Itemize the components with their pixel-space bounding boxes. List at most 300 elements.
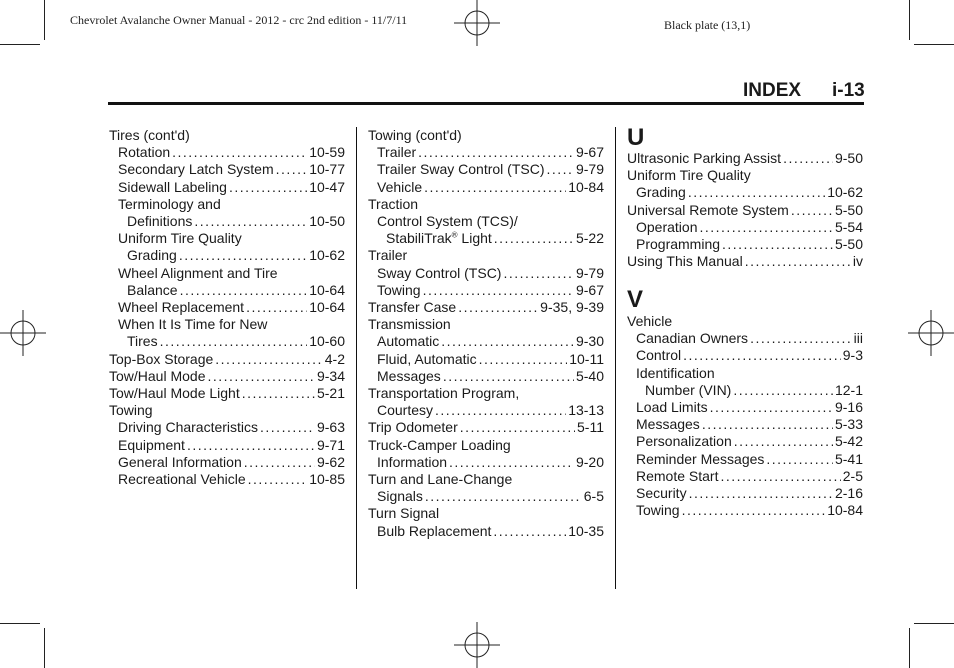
index-entry	[109, 471, 345, 488]
registered-mark: ®	[451, 230, 458, 240]
entry-text	[118, 437, 185, 454]
leader-dots	[720, 468, 840, 485]
page-reference-link[interactable]: 9-35, 9-39	[540, 299, 604, 315]
index-entry	[109, 351, 345, 368]
index-entry	[627, 416, 863, 433]
index-entry	[368, 488, 604, 505]
index-entry	[109, 144, 345, 161]
registration-mark-icon	[454, 622, 500, 668]
entry-text	[636, 502, 680, 519]
index-entry	[368, 505, 604, 522]
page-reference-link[interactable]: 5-41	[834, 450, 863, 467]
entry-term: Information	[377, 453, 448, 470]
index-entry	[627, 150, 863, 167]
leader-dots	[689, 485, 833, 502]
crop-mark	[44, 628, 45, 668]
leader-dots	[791, 202, 833, 219]
leader-dots	[722, 236, 833, 253]
entry-term: Recreational Vehicle	[118, 471, 246, 487]
index-entry	[368, 265, 604, 282]
entry-text	[627, 202, 789, 219]
entry-text	[368, 247, 407, 264]
leader-dots	[449, 454, 574, 471]
leader-dots	[424, 179, 566, 196]
index-entry	[109, 282, 345, 299]
leader-dots	[682, 502, 826, 519]
entry-text	[109, 351, 213, 368]
entry-term: When It Is Time for New	[118, 316, 268, 333]
index-entry	[368, 299, 604, 316]
index-entry	[109, 437, 345, 454]
entry-term: Wheel Replacement	[118, 299, 245, 315]
entry-term: Rotation	[118, 144, 171, 161]
index-entry	[627, 382, 863, 399]
page-reference-link[interactable]: 9-50	[834, 150, 863, 166]
registration-mark-icon	[454, 0, 500, 46]
entry-text	[627, 150, 781, 167]
page-reference-link[interactable]: 9-71	[316, 436, 345, 453]
entry-term: Identification	[636, 364, 715, 381]
entry-term: Trailer	[377, 144, 417, 161]
entry-term: Driving Characteristics	[118, 419, 259, 436]
entry-term: Wheel Alignment and Tire	[118, 264, 278, 281]
entry-term: Towing	[636, 502, 680, 519]
page-reference-link[interactable]: iv	[852, 253, 863, 270]
entry-term: Secondary Latch System	[118, 161, 274, 178]
entry-text	[377, 402, 433, 419]
page-reference-link[interactable]: 9-67	[575, 281, 604, 298]
index-entry	[627, 236, 863, 253]
page-reference-link[interactable]: 10-50	[309, 213, 345, 229]
page-reference-link[interactable]: 10-47	[309, 178, 345, 195]
entry-text	[377, 351, 477, 368]
entry-text	[377, 179, 422, 196]
entry-term: Equipment	[118, 436, 185, 453]
leader-dots	[423, 282, 574, 299]
entry-text	[127, 213, 192, 230]
page-reference-link[interactable]: 5-40	[575, 367, 604, 384]
leader-dots	[503, 265, 574, 282]
entry-text	[109, 127, 190, 144]
index-entry	[368, 230, 604, 247]
entry-text	[127, 282, 178, 299]
index-entry	[368, 316, 604, 333]
index-entry	[109, 299, 345, 316]
entry-term: Using This Manual	[627, 253, 743, 270]
page-reference-link[interactable]: 9-79	[575, 161, 604, 178]
entry-term: Sidewall Labeling	[118, 178, 227, 195]
page-reference-link[interactable]: 5-33	[834, 416, 863, 433]
entry-term: Terminology and	[118, 195, 221, 212]
leader-dots	[215, 351, 322, 368]
entry-text	[109, 368, 206, 385]
index-entry	[109, 454, 345, 471]
entry-text	[118, 316, 267, 333]
leader-dots	[418, 144, 574, 161]
entry-text	[118, 265, 278, 282]
entry-text	[386, 230, 492, 247]
page-reference-link[interactable]: 10-11	[569, 350, 604, 367]
leader-dots	[194, 213, 307, 230]
entry-text	[368, 316, 451, 333]
entry-term: Truck-Camper Loading	[368, 436, 511, 453]
entry-term: Operation	[636, 218, 698, 235]
entry-text	[368, 196, 418, 213]
index-entry	[109, 419, 345, 436]
leader-dots	[702, 416, 833, 433]
entry-term: Remote Start	[636, 467, 719, 484]
entry-term: Vehicle	[627, 313, 673, 329]
entry-text	[368, 299, 456, 316]
entry-text	[636, 219, 697, 236]
leader-dots	[547, 161, 574, 178]
letter-heading-u: U	[627, 124, 645, 151]
index-entry	[109, 127, 345, 144]
index-entry	[109, 333, 345, 350]
index-entry	[627, 365, 863, 382]
entry-text	[368, 437, 511, 454]
index-entry	[627, 202, 863, 219]
leader-dots	[443, 368, 574, 385]
index-entry	[627, 347, 863, 364]
index-entry	[109, 196, 345, 213]
index-entry	[368, 437, 604, 454]
entry-text	[368, 471, 512, 488]
leader-dots	[425, 488, 582, 505]
index-entry	[109, 368, 345, 385]
page-reference-link[interactable]: 10-77	[309, 161, 345, 178]
entry-term: Automatic	[377, 333, 440, 350]
entry-text	[636, 485, 687, 502]
entry-text	[118, 144, 170, 161]
entry-term: Bulb Replacement	[377, 522, 492, 539]
index-entry	[368, 179, 604, 196]
entry-term: Fluid, Automatic	[377, 350, 477, 367]
leader-dots	[745, 253, 851, 270]
index-entry	[368, 282, 604, 299]
entry-text	[645, 382, 731, 399]
entry-term: Traction	[368, 195, 419, 212]
entry-term: Signals	[377, 488, 423, 505]
entry-text	[377, 265, 501, 282]
index-entry	[627, 167, 863, 184]
plate-label: Black plate (13,1)	[664, 18, 751, 32]
entry-text	[377, 213, 518, 230]
entry-term: Vehicle	[377, 178, 423, 195]
entry-text	[627, 167, 751, 184]
leader-dots	[688, 184, 825, 201]
crop-mark	[909, 0, 910, 40]
entry-text	[636, 365, 715, 382]
entry-term: Tow/Haul Mode	[109, 367, 206, 384]
page-reference-link[interactable]: 5-50	[834, 201, 863, 218]
leader-dots	[460, 419, 575, 436]
entry-term: Uniform Tire Quality	[118, 230, 242, 247]
leader-dots	[260, 419, 315, 436]
page-number: i-13	[832, 80, 865, 101]
page-reference-link[interactable]: 5-50	[834, 236, 863, 252]
entry-term: Number (VIN)	[645, 381, 732, 398]
crop-mark	[909, 628, 910, 668]
index-entry	[368, 213, 604, 230]
entry-text	[636, 399, 708, 416]
entry-text	[118, 471, 246, 488]
page-reference-link[interactable]: 9-62	[316, 453, 345, 470]
entry-term: Towing	[377, 281, 421, 298]
index-entry	[109, 402, 345, 419]
entry-text	[118, 161, 274, 178]
index-entry	[627, 433, 863, 450]
index-entry	[368, 351, 604, 368]
entry-text	[636, 433, 732, 450]
crop-mark	[914, 44, 954, 45]
page-reference-link[interactable]: 10-64	[309, 299, 345, 315]
column-divider	[615, 127, 616, 589]
entry-term: Sway Control (TSC)	[377, 264, 502, 281]
index-entry	[368, 161, 604, 178]
entry-term: Trailer Sway Control (TSC)	[377, 161, 545, 178]
entry-text	[368, 385, 519, 402]
entry-term: Universal Remote System	[627, 201, 789, 218]
page-reference-link[interactable]: 9-67	[575, 144, 604, 161]
entry-term: Programming	[636, 236, 721, 252]
page-reference-link[interactable]: 10-62	[827, 184, 863, 201]
entry-text	[636, 184, 686, 201]
page-reference-link[interactable]: 9-16	[834, 399, 863, 415]
header-rule	[108, 102, 864, 105]
page-reference-link[interactable]: 2-5	[842, 467, 863, 484]
entry-text	[118, 454, 242, 471]
page-reference-link[interactable]: 9-63	[316, 419, 345, 436]
entry-term: Messages	[636, 416, 700, 433]
entry-text	[636, 468, 718, 485]
entry-text	[109, 402, 153, 419]
index-entry	[627, 313, 863, 330]
entry-term: Top-Box Storage	[109, 350, 214, 367]
page-reference-link[interactable]: 5-54	[834, 218, 863, 235]
leader-dots	[710, 399, 833, 416]
leader-dots	[246, 299, 307, 316]
entry-text	[368, 505, 439, 522]
entry-text	[377, 488, 423, 505]
leader-dots	[734, 433, 833, 450]
index-entry	[627, 451, 863, 468]
entry-term-suffix: Light	[457, 230, 492, 247]
entry-text	[636, 236, 720, 253]
page-reference-link[interactable]: 5-21	[316, 385, 345, 401]
leader-dots	[435, 402, 566, 419]
entry-text	[118, 230, 242, 247]
page-reference-link[interactable]: 10-84	[827, 502, 863, 519]
index-entry	[368, 333, 604, 350]
entry-text	[636, 347, 681, 364]
page-reference-link[interactable]: 9-34	[316, 367, 345, 384]
leader-dots	[683, 347, 841, 364]
entry-text	[377, 161, 545, 178]
entry-text	[109, 385, 240, 402]
entry-term: Trailer	[368, 247, 408, 264]
entry-term: Control	[636, 347, 682, 364]
index-entry	[368, 247, 604, 264]
entry-text	[368, 127, 462, 144]
entry-term: Definitions	[127, 213, 193, 229]
page-reference-link[interactable]: 6-5	[583, 488, 604, 505]
index-entry	[368, 144, 604, 161]
section-title: INDEX	[743, 80, 802, 101]
index-entry	[368, 385, 604, 402]
page-reference-link[interactable]: 9-3	[842, 347, 863, 364]
index-entry	[627, 253, 863, 270]
entry-term: Tow/Haul Mode Light	[109, 385, 240, 401]
leader-dots	[733, 382, 833, 399]
entry-text	[377, 282, 421, 299]
page-reference-link[interactable]: 10-35	[568, 522, 604, 539]
leader-dots	[441, 333, 574, 350]
entry-term: Transfer Case	[368, 299, 457, 315]
page-reference-link[interactable]: 5-42	[834, 433, 863, 450]
index-entry	[368, 471, 604, 488]
page-reference-link[interactable]: 10-60	[309, 333, 345, 350]
entry-term: Balance	[127, 281, 178, 298]
entry-term: Control System (TCS)/	[377, 213, 518, 229]
entry-text	[627, 253, 743, 270]
page-reference-link[interactable]: 5-22	[575, 230, 604, 247]
page-reference-link[interactable]: 2-16	[834, 485, 863, 501]
entry-text	[118, 299, 244, 316]
entry-text	[127, 247, 177, 264]
entry-term: Transmission	[368, 316, 451, 333]
index-entry	[368, 196, 604, 213]
entry-term: Turn Signal	[368, 505, 440, 522]
entry-text	[118, 419, 258, 436]
entry-term: Trip Odometer	[368, 419, 458, 436]
page-reference-link[interactable]: 10-59	[309, 144, 345, 161]
index-entry	[109, 265, 345, 282]
entry-term: Personalization	[636, 433, 732, 450]
leader-dots	[208, 368, 315, 385]
index-entry	[109, 213, 345, 230]
entry-text	[627, 313, 672, 330]
index-entry	[627, 330, 863, 347]
leader-dots	[479, 351, 568, 368]
page-reference-link[interactable]: 5-11	[577, 419, 604, 436]
registration-mark-icon	[0, 310, 46, 356]
page-reference-link[interactable]: 12-1	[834, 381, 863, 398]
crop-mark	[44, 0, 45, 40]
page-reference-link[interactable]: 9-79	[575, 264, 604, 281]
index-entry	[368, 454, 604, 471]
page-reference-link[interactable]: 9-20	[575, 453, 604, 470]
leader-dots	[179, 247, 307, 264]
entry-term: Reminder Messages	[636, 450, 765, 467]
leader-dots	[187, 437, 315, 454]
index-entry	[109, 179, 345, 196]
entry-text	[377, 144, 416, 161]
entry-text	[118, 179, 227, 196]
entry-text	[118, 196, 221, 213]
entry-term: Canadian Owners	[636, 330, 749, 347]
page-reference-link[interactable]: 13-13	[568, 402, 604, 419]
leader-dots	[783, 150, 833, 167]
index-entry	[368, 419, 604, 436]
leader-dots	[750, 330, 852, 347]
entry-term: Courtesy	[377, 402, 434, 419]
leader-dots	[180, 282, 308, 299]
leader-dots	[494, 230, 574, 247]
page-reference-link[interactable]: 10-84	[568, 178, 604, 195]
entry-text	[377, 368, 441, 385]
leader-dots	[229, 179, 307, 196]
index-entry	[109, 316, 345, 333]
entry-term: General Information	[118, 453, 242, 470]
index-entry	[368, 402, 604, 419]
index-entry	[627, 399, 863, 416]
page-reference-link[interactable]: 10-85	[309, 471, 345, 487]
index-entry	[627, 468, 863, 485]
entry-term: StabiliTrak	[386, 230, 452, 247]
letter-heading-v: V	[627, 286, 644, 313]
leader-dots	[248, 471, 308, 488]
leader-dots	[242, 385, 315, 402]
page-reference-link[interactable]: 10-62	[309, 247, 345, 264]
page-reference-link[interactable]: 4-2	[324, 350, 345, 367]
entry-term: Security	[636, 485, 687, 501]
entry-term: Transportation Program,	[368, 385, 520, 401]
leader-dots	[160, 333, 308, 350]
index-entry	[109, 161, 345, 178]
index-entry	[627, 502, 863, 519]
index-entry	[627, 184, 863, 201]
entry-term: Towing (cont'd)	[368, 127, 462, 143]
index-entry	[368, 523, 604, 540]
index-entry	[109, 385, 345, 402]
index-entry	[368, 368, 604, 385]
crop-mark	[0, 623, 40, 624]
leader-dots	[493, 523, 566, 540]
entry-term: Messages	[377, 367, 441, 384]
entry-text	[377, 333, 439, 350]
entry-term: Uniform Tire Quality	[627, 167, 751, 184]
entry-term: Load Limits	[636, 399, 708, 415]
registration-mark-icon	[908, 310, 954, 356]
entry-term: Towing	[109, 402, 153, 419]
entry-text	[127, 333, 158, 350]
page-reference-link[interactable]: 10-64	[309, 281, 345, 298]
leader-dots	[244, 454, 315, 471]
leader-dots	[458, 299, 538, 316]
page-reference-link[interactable]: iii	[853, 330, 863, 347]
entry-text	[377, 523, 491, 540]
entry-term: Turn and Lane-Change	[368, 471, 513, 487]
page-reference-link[interactable]: 9-30	[575, 333, 604, 350]
entry-term: Ultrasonic Parking Assist	[627, 150, 782, 166]
entry-term: Tires (cont'd)	[109, 127, 190, 143]
leader-dots	[276, 161, 308, 178]
leader-dots	[172, 144, 307, 161]
index-entry	[368, 127, 604, 144]
entry-text	[636, 330, 748, 347]
index-entry	[627, 219, 863, 236]
manual-title-line: Chevrolet Avalanche Owner Manual - 2012 - crc 2nd edition - 11/7/11	[70, 13, 408, 27]
entry-term: Grading	[127, 247, 177, 264]
entry-text	[636, 416, 700, 433]
index-entry	[109, 230, 345, 247]
entry-term: Tires	[127, 333, 158, 350]
leader-dots	[699, 219, 832, 236]
entry-term: Grading	[636, 184, 686, 201]
crop-mark	[0, 44, 40, 45]
index-entry	[627, 485, 863, 502]
